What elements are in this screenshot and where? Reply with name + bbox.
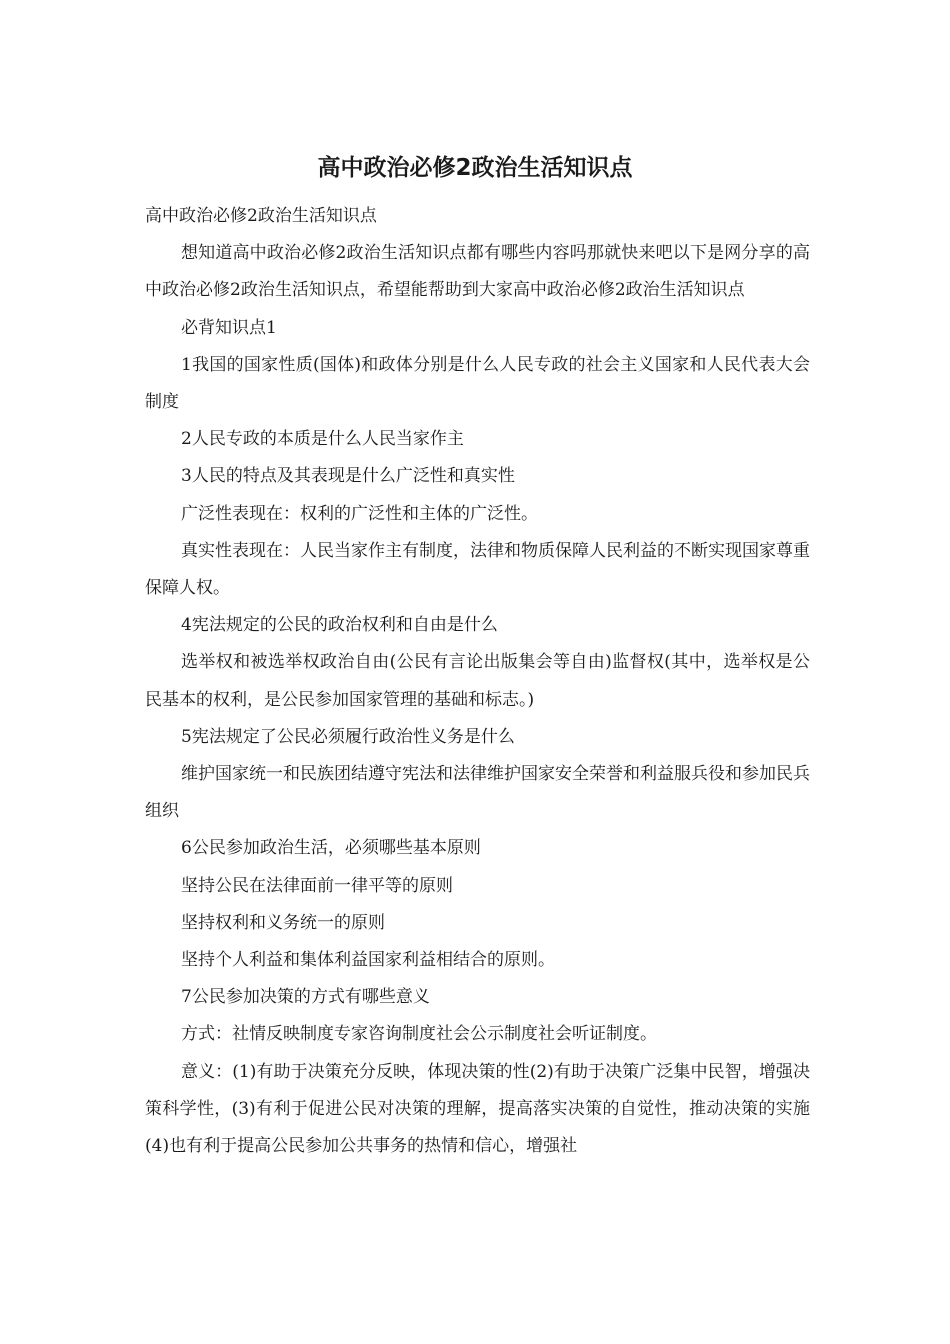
document-title: 高中政治必修2政治生活知识点 — [317, 155, 633, 181]
paragraph: 想知道高中政治必修2政治生活知识点都有哪些内容吗那就快来吧以下是网分享的高中政治必修2政治生活知识点，希望能帮助到大家高中政治必修2政治生活知识点 — [145, 243, 810, 301]
paragraph: 真实性表现在：人民当家作主有制度，法律和物质保障人民利益的不断实现国家尊重保障人权。 — [145, 540, 810, 599]
paragraph: 方式：社情反映制度专家咨询制度社会公示制度社会听证制度。 — [181, 1024, 657, 1045]
paragraph: 坚持个人利益和集体利益国家利益相结合的原则。 — [181, 950, 555, 971]
document-body — [145, 198, 810, 1165]
paragraph: 1我国的国家性质(国体)和政体分别是什么人民专政的社会主义国家和人民代表大会制度 — [145, 354, 810, 413]
paragraph: 高中政治必修2政治生活知识点 — [145, 206, 377, 226]
paragraph: 5宪法规定了公民必须履行政治性义务是什么 — [181, 726, 515, 747]
paragraph: 6公民参加政治生活，必须哪些基本原则 — [181, 838, 481, 859]
paragraph: 意义：(1)有助于决策充分反映，体现决策的性(2)有助于决策广泛集中民智，增强决策科学性，(3)有利于促进公民对决策的理解，提高落实决策的自觉性，推动决策的实施(4)也有利于提高公民参加公共事务的热情和信心，增强社 — [145, 1061, 810, 1157]
paragraph: 3人民的特点及其表现是什么广泛性和真实性 — [181, 466, 515, 487]
paragraph: 4宪法规定的公民的政治权利和自由是什么 — [181, 615, 498, 636]
paragraph: 坚持权利和义务统一的原则 — [181, 912, 385, 933]
paragraph: 坚持公民在法律面前一律平等的原则 — [181, 875, 453, 896]
paragraph: 7公民参加决策的方式有哪些意义 — [181, 987, 430, 1008]
paragraph: 2人民专政的本质是什么人民当家作主 — [181, 429, 464, 450]
paragraph: 广泛性表现在：权利的广泛性和主体的广泛性。 — [181, 503, 538, 524]
paragraph: 维护国家统一和民族团结遵守宪法和法律维护国家安全荣誉和利益服兵役和参加民兵组织 — [145, 764, 810, 822]
paragraph: 必背知识点1 — [181, 317, 277, 338]
paragraph: 选举权和被选举权政治自由(公民有言论出版集会等自由)监督权(其中，选举权是公民基本的权利，是公民参加国家管理的基础和标志。) — [145, 652, 810, 710]
